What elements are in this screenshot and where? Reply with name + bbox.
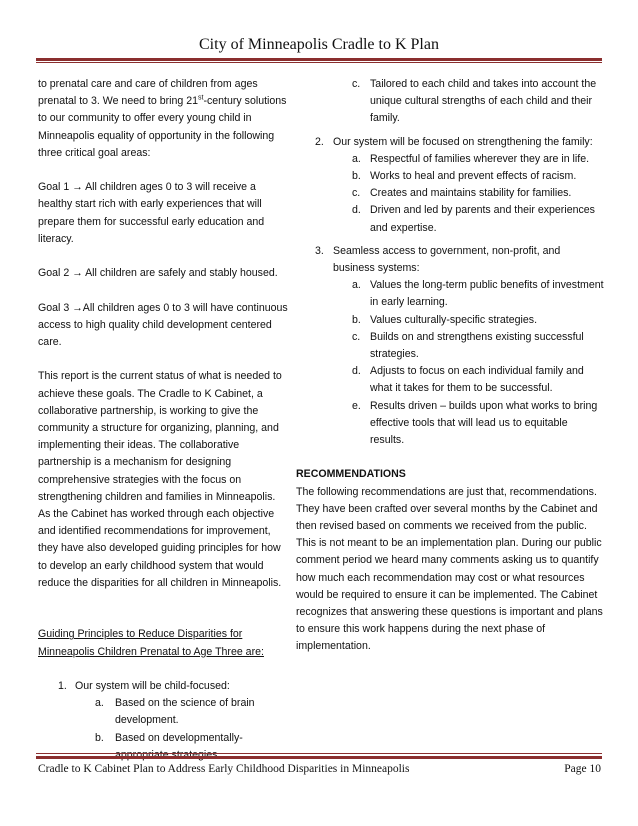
report-paragraph: This report is the current status of what is needed to achieve these goals. The Cradle to K Cabinet, a collaborative partnership, is working to give the community a structure for organizing, planning, and implementing their ideas. The collaborative partnership is a mechanism for designing comprehensive strategies with the focus on strengthening children and families in Minneapolis. As the Cabinet has worked through each objective and identified recommendations for improvement, they have also developed guiding principles for how to develop an early childhood system that would reduce the disparities for all children in Minneapolis.	[38, 370, 282, 589]
footer-rule-thin	[36, 753, 602, 754]
header-rule	[36, 58, 602, 61]
principle-3c: c. Builds on and strengthens existing successful strategies.	[352, 330, 584, 361]
recommendations-paragraph: The following recommendations are just that, recommendations. They have been crafted over several months by the Cabinet and then revised based on comments we received from the public. This is not meant to be an implementation plan. During our public comment period we heard many comments asking us to quantify how much each recommendation may cost or what resources would be required to ensure it can be implemented. The Cabinet recognizes that answering these questions is important and plans to ensure this work happens during the next phase of implementation.	[296, 485, 603, 653]
principle-1c: c. Tailored to each child and takes into account the unique cultural strengths of each child and their family.	[352, 78, 597, 125]
principle-2b: b. Works to heal and prevent effects of racism.	[352, 170, 577, 183]
recommendations-heading: RECOMMENDATIONS	[296, 468, 406, 481]
principle-3b: b. Values culturally-specific strategies.	[352, 313, 538, 326]
footer-document-title: Cradle to K Cabinet Plan to Address Early Childhood Disparities in Minneapolis	[38, 763, 410, 775]
intro-paragraph: to prenatal care and care of children from ages prenatal to 3. We need to bring 21st-century solutions to our community to offer every young child in Minneapolis equality of opportunity in the following three critical goal areas:	[38, 78, 287, 159]
principle-1a: a. Based on the science of brain development.	[95, 697, 255, 727]
arrow-icon: →	[72, 181, 83, 194]
footer-page-number: Page 10	[564, 763, 601, 775]
principle-3a: a. Values the long-term public benefits of investment in early learning.	[352, 279, 604, 309]
left-column	[38, 76, 288, 764]
right-column	[296, 76, 604, 656]
goal-1: Goal 1 → All children ages 0 to 3 will receive a healthy start rich with early experiences that will prepare them for successful early education and literacy.	[38, 181, 265, 245]
principle-1b: b. Based on developmentally-appropriate strategies.	[95, 731, 243, 761]
principle-2c: c. Creates and maintains stability for families.	[352, 187, 572, 200]
footer-rule	[36, 756, 602, 759]
guiding-principles-heading: Guiding Principles to Reduce Disparities for Minneapolis Children Prenatal to Age Three are:	[38, 628, 264, 658]
principle-2d: d. Driven and led by parents and their experiences and expertise.	[352, 204, 595, 234]
page-header-title: City of Minneapolis Cradle to K Plan	[199, 36, 439, 53]
principle-2a: a. Respectful of families wherever they are in life.	[352, 152, 590, 165]
goal-2: Goal 2 → All children are safely and stably housed.	[38, 267, 278, 280]
principle-2: 2. Our system will be focused on strengthening the family:	[315, 135, 593, 148]
arrow-icon: →	[72, 267, 83, 280]
principle-3d: d. Adjusts to focus on each individual family and what it takes for them to be successful.	[352, 365, 584, 395]
principle-3e: e. Results driven – builds upon what works to bring effective tools that will lead us to equitable results.	[352, 399, 598, 447]
header-rule-thin	[36, 62, 602, 63]
principle-1: 1. Our system will be child-focused:	[58, 680, 230, 692]
goal-3: Goal 3 →All children ages 0 to 3 will have continuous access to high quality child development centered care.	[38, 301, 288, 348]
principle-3: 3. Seamless access to government, non-profit, and business systems:	[315, 244, 561, 275]
arrow-icon: →	[72, 301, 83, 314]
